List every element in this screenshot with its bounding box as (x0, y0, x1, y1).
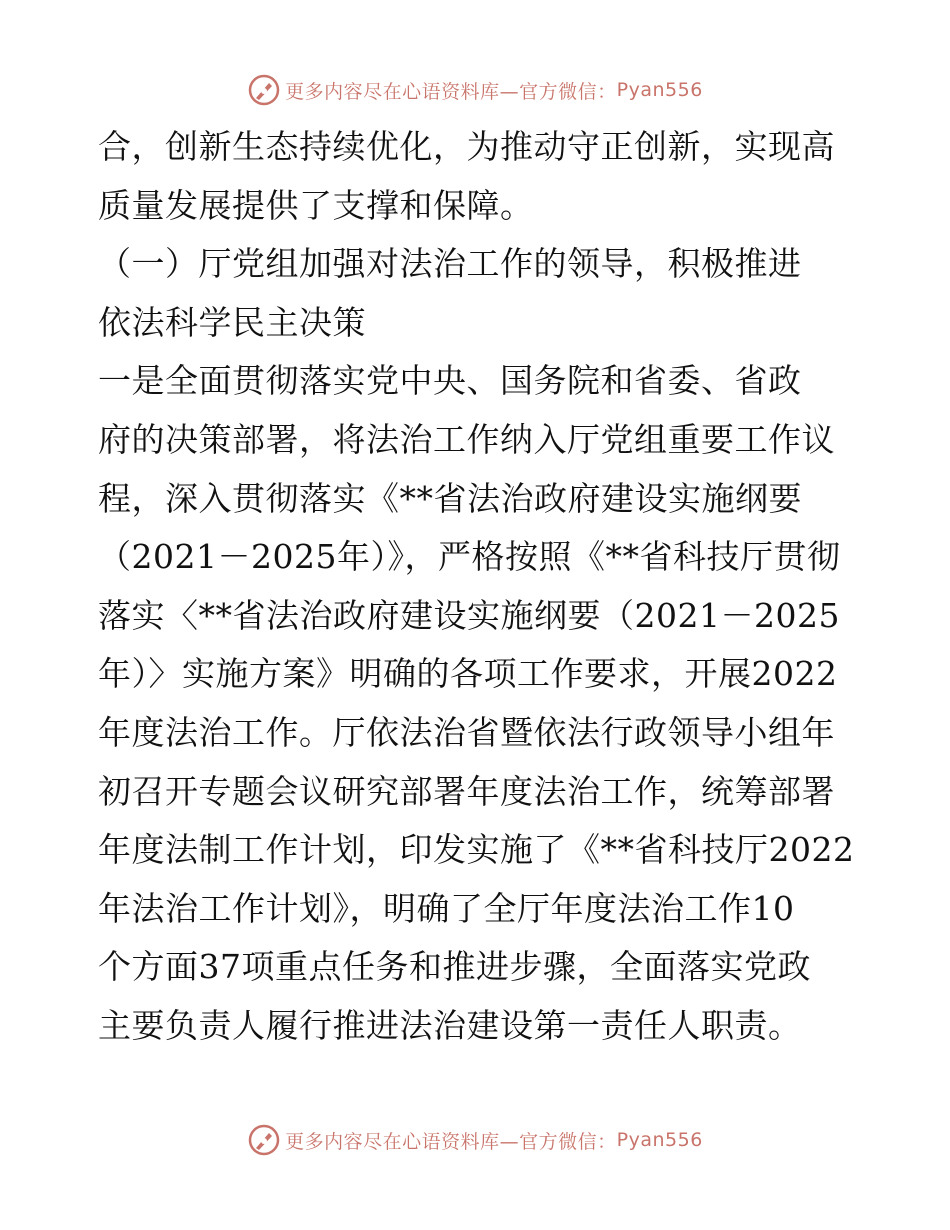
text-line: 个方面37项重点任务和推进步骤，全面落实党政 (98, 947, 811, 987)
text-line: 府的决策部署，将法治工作纳入厅党组重要工作议 (98, 419, 835, 459)
text-line: 年）〉实施方案》明确的各项工作要求，开展2022 (98, 654, 838, 694)
section-heading: 依法科学民主决策 (98, 302, 366, 342)
text-line: 年法治工作计划》，明确了全厅年度法治工作10 (98, 888, 795, 928)
document-body (98, 118, 858, 1056)
watermark-wechat-id: Pyan556 (616, 79, 703, 101)
watermark-wechat-id: Pyan556 (616, 1129, 703, 1151)
text-line: 质量发展提供了支撑和保障。 (98, 185, 534, 225)
header-watermark (0, 70, 950, 110)
text-line: 一是全面贯彻落实党中央、国务院和省委、省政 (98, 361, 802, 401)
text-line: 年度法治工作。厅依法治省暨依法行政领导小组年 (98, 712, 835, 752)
watermark-text: 更多内容尽在心语资料库—官方微信： (285, 80, 617, 103)
text-line: 落实〈**省法治政府建设实施纲要（2021－2025 (98, 595, 840, 635)
text-line: 初召开专题会议研究部署年度法治工作，统筹部署 (98, 771, 835, 811)
text-line: 年度法制工作计划，印发实施了《**省科技厅2022 (98, 830, 855, 870)
pen-logo-icon (247, 73, 281, 107)
text-line: （2021－2025年）》，严格按照《**省科技厅贯彻 (98, 537, 841, 577)
text-line: 合，创新生态持续优化，为推动守正创新，实现高 (98, 127, 835, 166)
footer-watermark (0, 1120, 950, 1160)
pen-logo-icon (247, 1123, 281, 1157)
section-heading: （一）厅党组加强对法治工作的领导，积极推进 (98, 244, 802, 284)
watermark-text: 更多内容尽在心语资料库—官方微信： (285, 1130, 617, 1153)
text-line: 主要负责人履行推进法治建设第一责任人职责。 (98, 1005, 802, 1045)
text-line: 程，深入贯彻落实《**省法治政府建设实施纲要 (98, 478, 802, 518)
